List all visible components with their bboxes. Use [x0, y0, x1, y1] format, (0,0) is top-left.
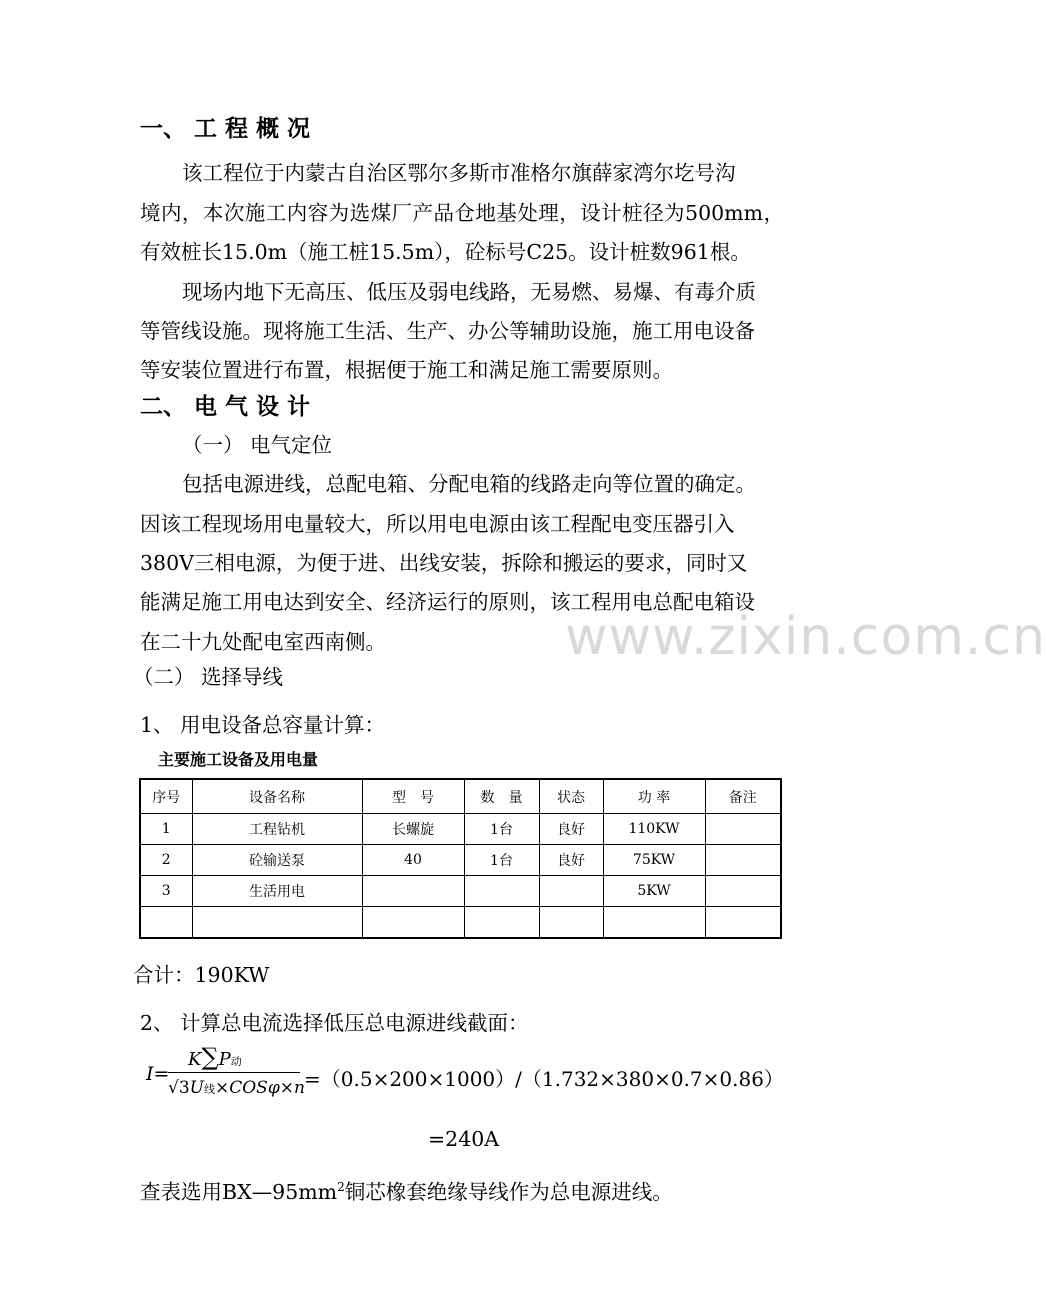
formula-rhs: =（0.5×200×1000）/（1.732×380×0.7×0.86） [304, 1067, 784, 1091]
subsection-2-title: （二） 选择导线 [133, 665, 284, 689]
section-2-title: 二、 电 气 设 计 [140, 393, 311, 420]
total-line: 合计：190KW [133, 963, 270, 987]
table-cell: 40 [362, 845, 464, 876]
table-cell [464, 876, 539, 907]
table-header-row [140, 779, 781, 814]
table-cell: 1台 [464, 814, 539, 845]
sqrt-symbol: √3 [168, 1078, 190, 1098]
conclusion-line [140, 1175, 673, 1205]
formula-denominator-rest: ×COSφ×n [214, 1078, 305, 1098]
header-cell: 功 率 [603, 779, 705, 814]
table-caption: 主要施工设备及用电量 [158, 750, 319, 769]
formula-result: =240A [428, 1127, 500, 1151]
table-cell [603, 907, 705, 939]
table-cell: 砼输送泵 [192, 845, 362, 876]
equipment-table [139, 778, 782, 939]
table-cell [192, 907, 362, 939]
table-cell: 1 [140, 814, 192, 845]
section-1-p1-line3: 有效桩长15.0m（施工桩15.5m），砼标号C25。设计桩数961根。 [140, 240, 751, 264]
conclusion-prefix: 查表选用BX—95mm [140, 1180, 338, 1204]
section-2-p1-line2: 因该工程现场用电量较大，所以用电电源由该工程配电变压器引入 [140, 512, 735, 536]
sigma-symbol: ∑ [201, 1043, 219, 1071]
formula-u: U [189, 1078, 204, 1098]
table-cell [705, 876, 781, 907]
table-cell [362, 876, 464, 907]
section-2-p1-line1: 包括电源进线，总配电箱、分配电箱的线路走向等位置的确定。 [182, 472, 756, 496]
section-1-title: 一、 工 程 概 况 [140, 115, 311, 142]
formula-k: K [188, 1049, 202, 1070]
header-cell: 型 号 [362, 779, 464, 814]
table-cell [464, 907, 539, 939]
item-2-heading: 2、 计算总电流选择低压总电源进线截面： [140, 1011, 529, 1035]
table-cell: 1台 [464, 845, 539, 876]
header-cell: 状态 [539, 779, 603, 814]
subsection-1-title: （一） 电气定位 [182, 433, 333, 457]
table-cell [705, 845, 781, 876]
table-row [140, 876, 781, 907]
table-row [140, 845, 781, 876]
table-cell [539, 876, 603, 907]
table-cell: 工程钻机 [192, 814, 362, 845]
table-cell [705, 814, 781, 845]
table-cell [140, 907, 192, 939]
section-2-p1-line4: 能满足施工用电达到安全、经济运行的原则，该工程用电总配电箱设 [140, 590, 755, 614]
conclusion-superscript: 2 [337, 1180, 345, 1195]
table-cell: 生活用电 [192, 876, 362, 907]
table-cell: 110KW [603, 814, 705, 845]
section-1-p2-line1: 现场内地下无高压、低压及弱电线路，无易燃、易爆、有毒介质 [182, 280, 756, 304]
section-1-p1-line1: 该工程位于内蒙古自治区鄂尔多斯市准格尔旗薛家湾尔圪号沟 [182, 161, 736, 185]
table-cell: 良好 [539, 814, 603, 845]
table-cell: 5KW [603, 876, 705, 907]
formula-lhs: I= [146, 1063, 170, 1085]
header-cell: 数 量 [464, 779, 539, 814]
table-cell: 75KW [603, 845, 705, 876]
formula-p-subscript: 动 [230, 1055, 242, 1068]
table-cell: 2 [140, 845, 192, 876]
table-cell [539, 907, 603, 939]
formula-u-subscript: 线 [203, 1083, 215, 1096]
header-cell: 备注 [705, 779, 781, 814]
table-cell: 长螺旋 [362, 814, 464, 845]
table-cell: 良好 [539, 845, 603, 876]
table-cell: 3 [140, 876, 192, 907]
item-1-heading: 1、 用电设备总容量计算： [140, 713, 386, 737]
header-cell: 设备名称 [192, 779, 362, 814]
table-row [140, 814, 781, 845]
conclusion-suffix: 铜芯橡套绝缘导线作为总电源进线。 [344, 1180, 673, 1204]
table-cell [362, 907, 464, 939]
formula-numerator [188, 1043, 242, 1071]
table-cell [705, 907, 781, 939]
formula-p: P [218, 1049, 231, 1070]
section-2-p1-line3: 380V三相电源，为便于进、出线安装，拆除和搬运的要求，同时又 [140, 551, 748, 575]
table-row [140, 907, 781, 939]
section-2-p1-line5: 在二十九处配电室西南侧。 [140, 630, 386, 654]
formula-denominator [168, 1078, 305, 1098]
watermark: www.zixin.com.cn [565, 607, 1046, 667]
section-1-p2-line2: 等管线设施。现将施工生活、生产、办公等辅助设施，施工用电设备 [140, 319, 755, 343]
fraction-bar [168, 1072, 300, 1073]
header-cell: 序号 [140, 779, 192, 814]
section-1-p2-line3: 等安装位置进行布置，根据便于施工和满足施工需要原则。 [140, 358, 673, 382]
section-1-p1-line2: 境内，本次施工内容为选煤厂产品仓地基处理，设计桩径为500mm， [140, 201, 784, 225]
